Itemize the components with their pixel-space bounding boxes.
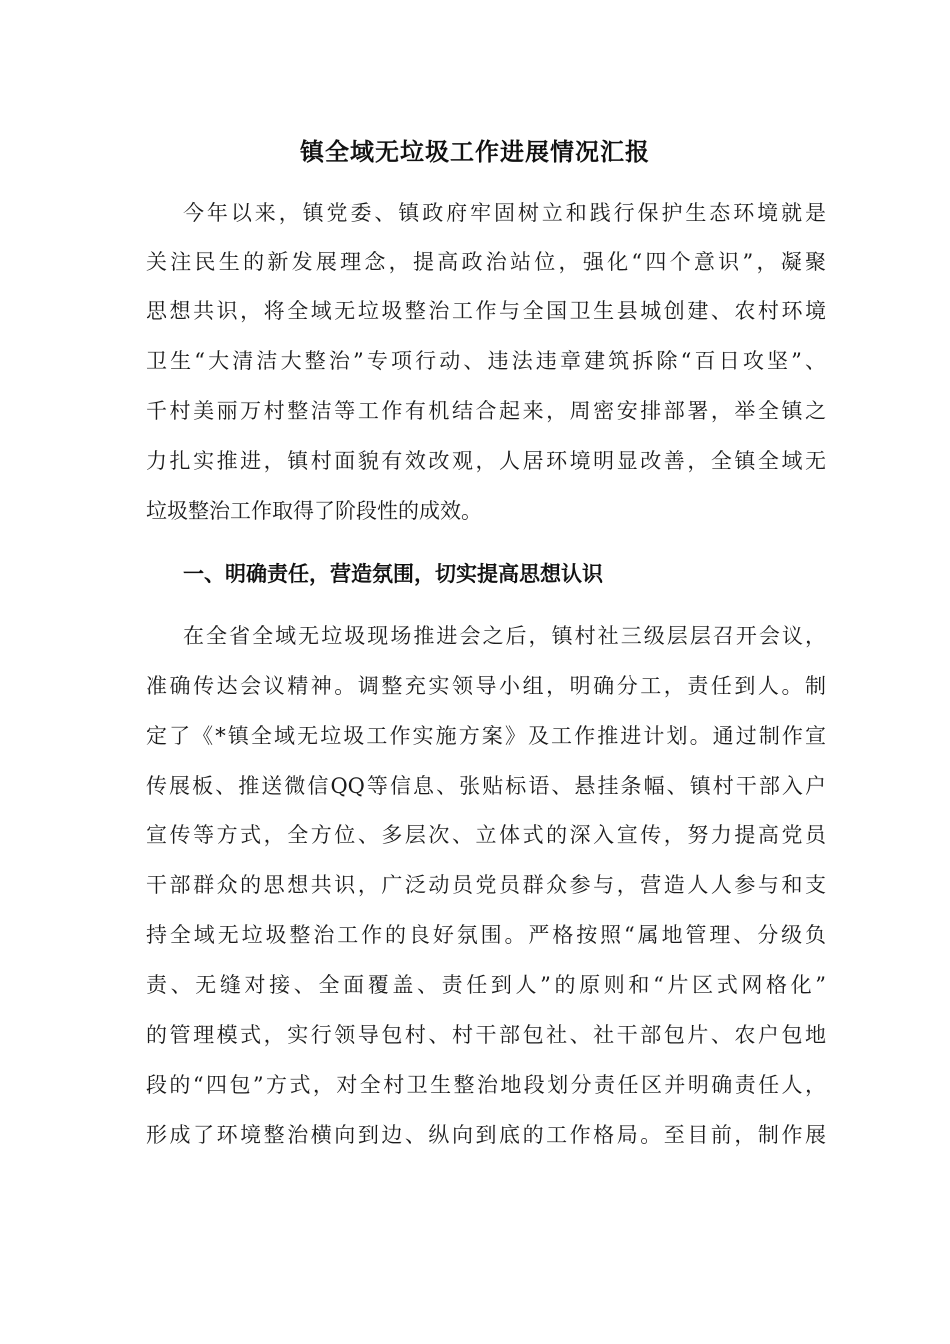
section1-line-9: 的管理模式，实行领导包村、村干部包社、社干部包片、农户包地 [146, 1023, 826, 1047]
section-heading-1: 一、明确责任，营造氛围，切实提高思想认识 [183, 561, 603, 586]
section1-line-4: 传展板、推送微信QQ等信息、张贴标语、悬挂条幅、镇村干部入户 [146, 774, 826, 798]
document-title: 镇全域无垃圾工作进展情况汇报 [300, 137, 650, 166]
section1-line-2: 准确传达会议精神。调整充实领导小组，明确分工，责任到人。制 [146, 674, 826, 698]
section1-line-5: 宣传等方式，全方位、多层次、立体式的深入宣传，努力提高党员 [146, 823, 826, 847]
section1-line-1: 在全省全域无垃圾现场推进会之后，镇村社三级层层召开会议， [183, 624, 826, 648]
section1-line-11: 形成了环境整治横向到边、纵向到底的工作格局。至目前，制作展 [146, 1123, 826, 1147]
intro-line-1: 今年以来，镇党委、镇政府牢固树立和践行保护生态环境就是 [183, 201, 826, 225]
intro-line-5: 千村美丽万村整洁等工作有机结合起来，周密安排部署，举全镇之 [146, 399, 826, 423]
intro-line-6: 力扎实推进，镇村面貌有效改观，人居环境明显改善，全镇全域无 [146, 449, 826, 473]
intro-line-4: 卫生“大清洁大整治”专项行动、违法违章建筑拆除“百日攻坚”、 [146, 349, 826, 373]
section1-line-8: 责、无缝对接、全面覆盖、责任到人”的原则和“片区式网格化” [146, 973, 826, 997]
section1-line-10: 段的“四包”方式，对全村卫生整治地段划分责任区并明确责任人， [146, 1073, 826, 1097]
intro-line-2: 关注民生的新发展理念，提高政治站位，强化“四个意识”，凝聚 [146, 250, 826, 274]
intro-line-3: 思想共识，将全域无垃圾整治工作与全国卫生县城创建、农村环境 [146, 299, 826, 323]
intro-line-7: 垃圾整治工作取得了阶段性的成效。 [146, 499, 482, 523]
section1-line-7: 持全域无垃圾整治工作的良好氛围。严格按照“属地管理、分级负 [146, 923, 826, 947]
section1-line-6: 干部群众的思想共识，广泛动员党员群众参与，营造人人参与和支 [146, 873, 826, 897]
section1-line-3: 定了《*镇全域无垃圾工作实施方案》及工作推进计划。通过制作宣 [146, 724, 826, 748]
